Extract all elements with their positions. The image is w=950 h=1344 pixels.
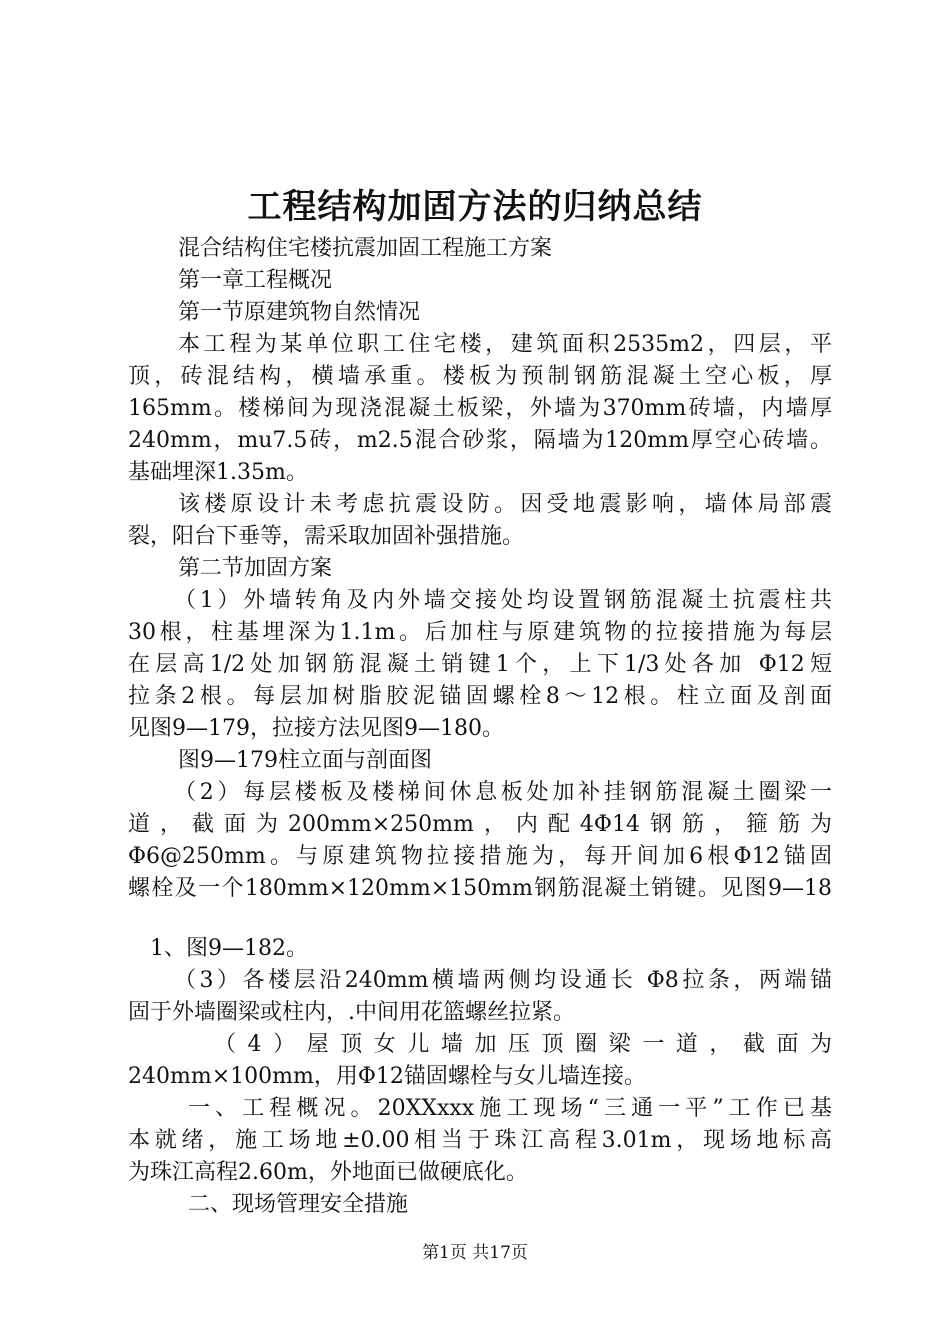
chapter-heading: 第一章工程概况 [178,268,333,293]
paragraph-line: 裂，阳台下垂等，需采取加固补强措施。 [128,524,525,549]
page-footer: 第1页 共17页 [422,1243,528,1263]
paragraph-line: 165mm。楼梯间为现浇混凝土板梁，外墙为370mm砖墙，内墙厚 [128,396,832,421]
section-heading: 二、现场管理安全措施 [188,1192,409,1217]
paragraph-line: 1、图9—182。 [150,936,308,961]
paragraph-line: 在层高1/2处加钢筋混凝土销键1个，上下1/3处各加 Φ12短 [128,652,832,677]
paragraph-line: 固于外墙圈梁或柱内，.中间用花篮螺丝拉紧。 [128,1000,575,1025]
document-title: 工程结构加固方法的归纳总结 [247,187,703,227]
paragraph-line: （2）每层楼板及楼梯间休息板处加补挂钢筋混凝土圈梁一 [174,780,832,805]
paragraph-line: 本就绪，施工场地±0.00相当于珠江高程3.01m，现场地标高 [128,1128,832,1153]
section-heading: 第一节原建筑物自然情况 [178,300,421,325]
paragraph-line: 240mm，mu7.5砖，m2.5混合砂浆，隔墙为120mm厚空心砖墙。 [128,428,832,453]
paragraph-line: 本工程为某单位职工住宅楼，建筑面积2535m2，四层，平 [178,332,832,357]
document-body [128,233,832,1221]
paragraph-line: （1）外墙转角及内外墙交接处均设置钢筋混凝土抗震柱共 [174,588,832,613]
paragraph-line: （4）屋顶女儿墙加压顶圈梁一道，截面为 [214,1032,832,1057]
paragraph-line: 为珠江高程2.60m，外地面已做硬底化。 [128,1160,528,1185]
heading-line: 混合结构住宅楼抗震加固工程施工方案 [178,236,553,261]
paragraph-line: 一、工程概况。20XXxxx施工现场“三通一平”工作已基 [188,1096,832,1121]
figure-caption: 图9—179柱立面与剖面图 [178,748,432,773]
paragraph-line: 30根，柱基埋深为1.1m。后加柱与原建筑物的拉接措施为每层 [128,620,832,645]
paragraph-line: 道，截面为200mm×250mm，内配4Φ14钢筋，箍筋为 [128,812,832,837]
paragraph-gap [128,905,832,933]
section-heading: 第二节加固方案 [178,556,333,581]
paragraph-line: 该楼原设计未考虑抗震设防。因受地震影响，墙体局部震 [178,492,832,517]
paragraph-line: 基础埋深1.35m。 [128,460,308,485]
paragraph-line: 顶，砖混结构，横墙承重。楼板为预制钢筋混凝土空心板，厚 [128,364,832,389]
paragraph-line: 螺栓及一个180mm×120mm×150mm钢筋混凝土销键。见图9—18 [128,876,832,901]
paragraph-line: 见图9—179，拉接方法见图9—180。 [128,716,504,741]
paragraph-line: Φ6@250mm。与原建筑物拉接措施为，每开间加6根Φ12锚固 [128,844,832,869]
paragraph-line: （3）各楼层沿240mm横墙两侧均设通长 Φ8拉条，两端锚 [174,968,832,993]
paragraph-line: 240mm×100mm，用Φ12锚固螺栓与女儿墙连接。 [128,1064,646,1089]
paragraph-line: 拉条2根。每层加树脂胶泥锚固螺栓8～12根。柱立面及剖面 [128,684,832,709]
